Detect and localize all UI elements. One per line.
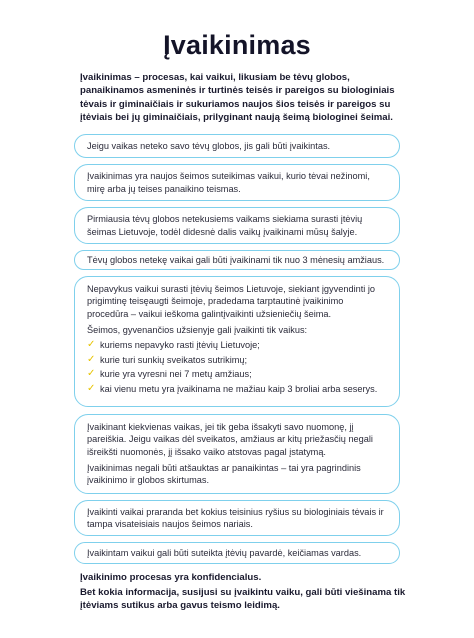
- eligibility-list: [87, 339, 387, 397]
- info-card-lithuania-first: [74, 207, 400, 244]
- card-text: Įvaikinimas negali būti atšauktas ar panaikintas – tai yra pagrindinis įvaikinimo ir globos skirtumas.: [87, 462, 361, 486]
- info-card-definition: [74, 164, 400, 201]
- list-item-text: kurie yra vyresni nei 7 metų amžiaus;: [100, 369, 252, 380]
- checkmark-icon: ✓: [87, 339, 96, 351]
- checkmark-icon: ✓: [87, 368, 96, 380]
- list-item-text: kuriems nepavyko rasti įtėvių Lietuvoje;: [100, 340, 260, 351]
- info-card-lost-care: [74, 134, 400, 158]
- footer-confidential: Įvaikinimo procesas yra konfidencialus.: [80, 572, 262, 583]
- card-text: Tėvų globos netekę vaikai gali būti įvaikinami tik nuo 3 mėnesių amžiaus.: [87, 254, 385, 265]
- checkmark-icon: ✓: [87, 353, 96, 365]
- info-card-age-limit: [74, 250, 400, 270]
- list-item: [87, 368, 387, 383]
- info-card-international: [74, 276, 400, 407]
- list-item: [87, 354, 387, 369]
- info-card-legal-ties: [74, 500, 400, 536]
- intro-paragraph: Įvaikinimas – procesas, kai vaikui, likusiam be tėvų globos, panaikinamos asmeninės ir turtinės teisės ir pareigos su biologiniais tėvais ir giminaičiais ir sukuriamos naujos šios teisės ir pareigos su įtėviais bei jų giminaičiais, prilyginant naują šeimą biologinei šeimai.: [80, 72, 395, 124]
- card-text: Įvaikinant kiekvienas vaikas, jei tik geba išsakyti savo nuomonę, jį pareiškia. Jeigu vaikas dėl sveikatos, amžiaus ar kitų priežasčių negali išreikšti nuomonės, jį išsako vaiko atstovas pagal įstatymą.: [87, 422, 373, 457]
- card-text: Įvaikinti vaikai praranda bet kokius teisinius ryšius su biologiniais tėvais ir tampa visateisiais naujos šeimos nariais.: [87, 506, 384, 529]
- card-text: Nepavykus vaikui surasti įtėvių šeimos Lietuvoje, siekiant įgyvendinti jo prigimtinę teisęaugti šeimoje, pradedama tarptautinė įvaikinimo procedūra – vaikui ieškoma galintįvaikinti užsieniečių šeima.: [87, 284, 376, 319]
- info-card-child-opinion: [74, 414, 400, 494]
- list-item-text: kai vienu metu yra įvaikinama ne mažiau kaip 3 broliai arba seserys.: [100, 383, 378, 394]
- list-item: [87, 383, 387, 398]
- card-text: Šeimos, gyvenančios užsienyje gali įvaikinti tik vaikus:: [87, 324, 308, 335]
- page-title: Įvaikinimas: [163, 30, 311, 60]
- card-text: Pirmiausia tėvų globos netekusiems vaikams siekiama surasti įtėvių šeimas Lietuvoje, todėl didesnė dalis vaikų įvaikinami mūsų šalyje.: [87, 214, 363, 237]
- list-item-text: kurie turi sunkių sveikatos sutrikimų;: [100, 354, 248, 365]
- card-text: Įvaikinimas yra naujos šeimos suteikimas vaikui, kurio tėvai nežinomi, mirę arba jų teises panaikino teismas.: [87, 171, 370, 194]
- info-card-surname: [74, 542, 400, 564]
- footer-disclosure: Bet kokia informacija, susijusi su įvaikintu vaiku, gali būti viešinama tik įtėviams sutikus arba gavus teismo leidimą.: [80, 587, 406, 611]
- card-text: Įvaikintam vaikui gali būti suteikta įtėvių pavardė, keičiamas vardas.: [87, 547, 362, 558]
- checkmark-icon: ✓: [87, 382, 96, 394]
- list-item: [87, 339, 387, 354]
- card-text: Jeigu vaikas neteko savo tėvų globos, jis gali būti įvaikintas.: [87, 140, 331, 151]
